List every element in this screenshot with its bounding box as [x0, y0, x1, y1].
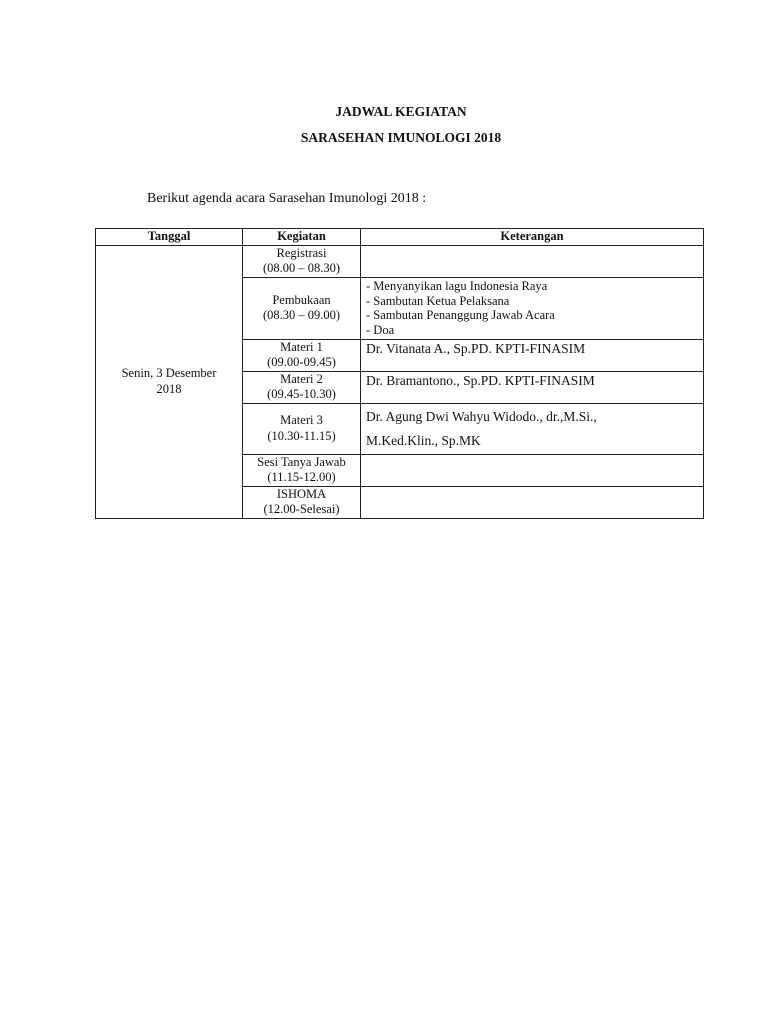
activity-name: Pembukaan [272, 292, 331, 307]
activity-time: (10.30-11.15) [267, 428, 336, 443]
date-cell [96, 245, 243, 518]
notes-cell [361, 245, 704, 277]
header-keterangan: Keterangan [361, 229, 704, 246]
header-tanggal: Tanggal [96, 229, 243, 246]
activity-name: Sesi Tanya Jawab [257, 454, 346, 469]
date-line-1: Senin, 3 Desember [121, 366, 217, 380]
activity-cell [243, 339, 361, 371]
note-item: - Menyanyikan lagu Indonesia Raya [366, 279, 548, 293]
activity-name: ISHOMA [276, 486, 327, 501]
activity-name: Materi 2 [280, 371, 323, 386]
notes-cell [361, 371, 704, 403]
activity-cell [243, 245, 361, 277]
header-kegiatan: Kegiatan [243, 229, 361, 246]
date-line-2: 2018 [156, 381, 182, 396]
intro-text: Berikut agenda acara Sarasehan Imunologi 2018 : [147, 191, 427, 206]
notes-cell [361, 339, 704, 371]
schedule-table [95, 228, 704, 519]
notes-cell [361, 403, 704, 454]
note-item: - Sambutan Ketua Pelaksana [366, 293, 510, 308]
activity-time: (08.30 – 09.00) [262, 308, 341, 322]
document-title: JADWAL KEGIATAN [335, 104, 467, 119]
notes-cell [361, 486, 704, 518]
activity-time: (11.15-12.00) [267, 470, 336, 484]
notes-cell [361, 277, 704, 339]
document-subtitle: SARASEHAN IMUNOLOGI 2018 [300, 130, 502, 145]
activity-time: (09.00-09.45) [267, 355, 336, 369]
activity-cell [243, 403, 361, 454]
speaker-name-line-2: M.Ked.Klin., Sp.MK [366, 432, 481, 448]
note-item: - Doa [366, 322, 395, 337]
speaker-name: Dr. Vitanata A., Sp.PD. KPTI-FINASIM [366, 340, 586, 356]
activity-time: (12.00-Selesai) [263, 502, 340, 516]
activity-cell [243, 371, 361, 403]
speaker-name-line-1: Dr. Agung Dwi Wahyu Widodo., dr.,M.Si., [366, 408, 597, 424]
activity-name: Registrasi [276, 245, 327, 260]
table-row [96, 245, 704, 277]
activity-cell [243, 454, 361, 486]
activity-time: (09.45-10.30) [267, 387, 336, 401]
activity-name: Materi 3 [280, 413, 323, 427]
speaker-name: Dr. Bramantono., Sp.PD. KPTI-FINASIM [366, 372, 595, 388]
activity-cell [243, 277, 361, 339]
table-header-row [96, 229, 704, 246]
notes-cell [361, 454, 704, 486]
activity-cell [243, 486, 361, 518]
activity-time: (08.00 – 08.30) [262, 261, 341, 275]
note-item: - Sambutan Penanggung Jawab Acara [366, 308, 555, 322]
activity-name: Materi 1 [280, 339, 323, 354]
